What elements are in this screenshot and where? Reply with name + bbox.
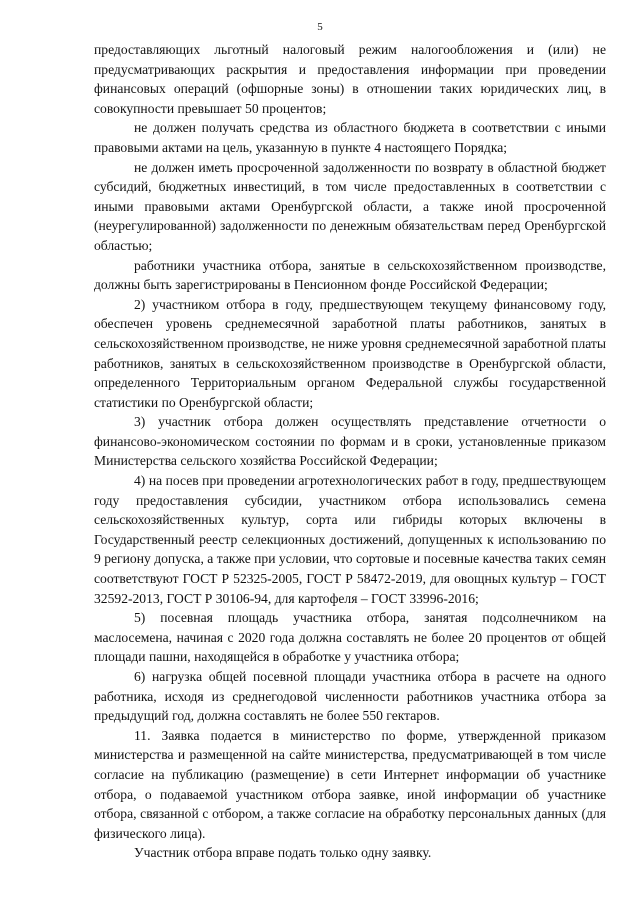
- paragraph-offshore-continuation: предоставляющих льготный налоговый режим налогообложения и (или) не предусматривающих раскрытия и предоставления информации при проведении финансовых операций (офшорные зоны) в отношении таких юридических лиц, в совокупности превышает 50 процентов;: [94, 42, 606, 116]
- paragraph-item-5-sunflower-area: 5) посевная площадь участника отбора, занятая подсолнечником на маслосемена, начиная с 2020 года должна составлять не более 20 процентов от общей площади пашни, находящейся в обработке у участника отбора;: [94, 610, 606, 665]
- paragraph-item-6-workload: 6) нагрузка общей посевной площади участника отбора в расчете на одного работника, исходя из среднегодовой численности работников участника отбора за предыдущий год, должна составлять не более 550 гектаров.: [94, 669, 606, 724]
- paragraph-item-4-seeds: 4) на посев при проведении агротехнологических работ в году, предшествующем году предоставления субсидии, участником отбора использовались семена сельскохозяйственных культур, сорта или гибриды которых включены в Государственный реестр селекционных достижений, допущенных к использованию по 9 региону допуска, а также при условии, что сортовые и посевные качества таких семян соответствуют ГОСТ Р 52325-2005, ГОСТ Р 58472-2019, для овощных культур – ГОСТ 32592-2013, ГОСТ Р 30106-94, для картофеля – ГОСТ 33996-2016;: [94, 473, 606, 606]
- paragraph-11-application: 11. Заявка подается в министерство по форме, утвержденной приказом министерства и размещенной на сайте министерства, предусматривающей в том числе согласие на публикацию (размещение) в сети Интернет информации об участнике отбора, о подаваемой участником отбора заявке, иной информации об участнике отбора, связанной с отбором, а также согласие на обработку персональных данных (для физического лица).: [94, 727, 606, 841]
- paragraph-no-overdue-debt: не должен иметь просроченной задолженности по возврату в областной бюджет субсидий, бюджетных инвестиций, в том числе предоставленных в соответствии с иными правовыми актами Оренбургской области, а также иной просроченной (неурегулированной) задолженности по денежным обязательствам перед Оренбургской областью;: [94, 159, 606, 253]
- page-number: 5: [317, 21, 323, 33]
- paragraph-item-2-salary-level: 2) участником отбора в году, предшествующем текущему финансовому году, обеспечен уровень среднемесячной заработной платы работников, занятых в сельскохозяйственном производстве, не ниже уровня среднемесячной заработной платы работников, занятых в сельскохозяйственном производстве в Оренбургской области, определенного Территориальным органом Федеральной службы государственной статистики по Оренбургской области;: [94, 296, 606, 410]
- paragraph-pension-fund-registration: работники участника отбора, занятые в сельскохозяйственном производстве, должны быть зарегистрированы в Пенсионном фонде Российской Федерации;: [94, 257, 606, 293]
- document-body: [94, 40, 606, 863]
- paragraph-item-3-reporting: 3) участник отбора должен осуществлять представление отчетности о финансово-экономическом состоянии по формам и в сроки, установленные приказом Министерства сельского хозяйства Российской Федерации;: [94, 414, 606, 469]
- paragraph-no-regional-funds: не должен получать средства из областного бюджета в соответствии с иными правовыми актами на цель, указанную в пункте 4 настоящего Порядка;: [94, 120, 606, 155]
- paragraph-single-application: Участник отбора вправе подать только одну заявку.: [134, 845, 432, 861]
